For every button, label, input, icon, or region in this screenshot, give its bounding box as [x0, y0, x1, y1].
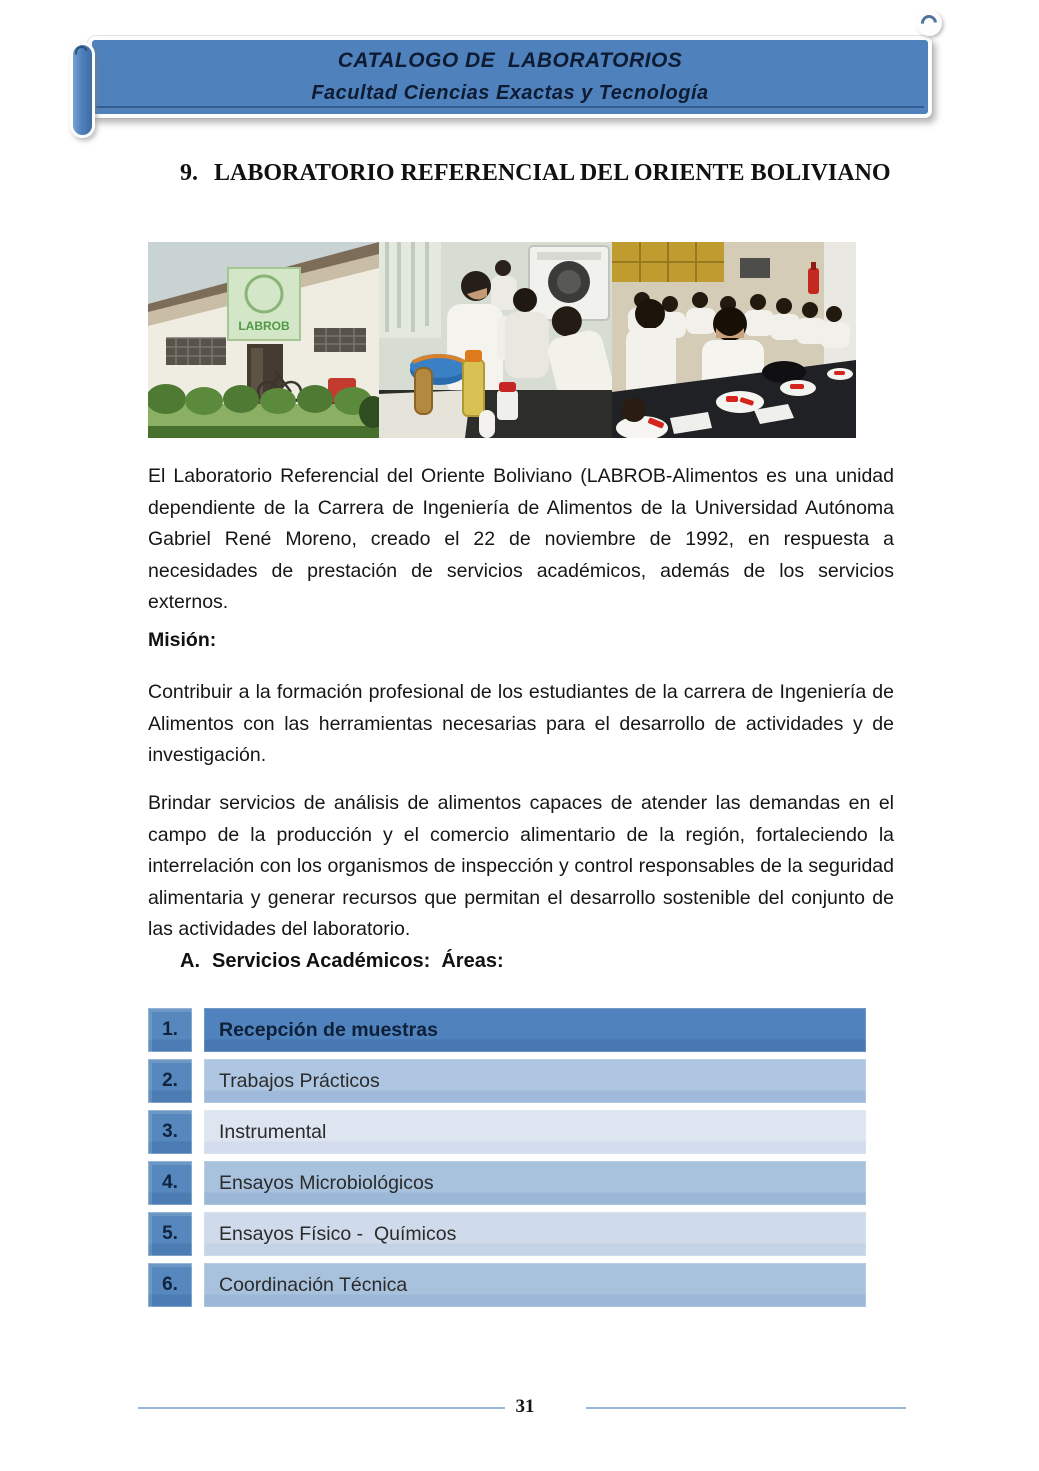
section-title: Servicios Académicos: Áreas: [212, 950, 504, 972]
table-row [148, 1263, 866, 1307]
row-label: Coordinación Técnica [204, 1263, 866, 1307]
banner-scroll-curl [916, 10, 942, 36]
photo-classroom [612, 242, 856, 438]
row-label: Recepción de muestras [204, 1008, 866, 1052]
photo-lab-practice [379, 242, 612, 438]
faculty-subtitle: Facultad Ciencias Exactas y Tecnología [311, 82, 709, 104]
page-title [180, 160, 891, 187]
paragraph-intro: El Laboratorio Referencial del Oriente Boliviano (LABROB-Alimentos es una unidad dependiente de la Carrera de Ingeniería de Alimentos de la Universidad Autónoma Gabriel René Moreno, creado el 22 de noviembre de 1992, en respuesta a necesidades de prestación de servicios académicos, además de los servicios externos. [148, 465, 894, 613]
table-row [148, 1212, 866, 1256]
labrob-sign-text: LABROB [238, 319, 290, 333]
footer-rule-left [138, 1407, 505, 1409]
mission-paragraph-1: Contribuir a la formación profesional de los estudiantes de la carrera de Ingeniería de Alimentos con las herramientas necesarias para el desarrollo de actividades y de investigación. [148, 681, 894, 766]
banner-plate [88, 36, 932, 118]
page-number: 31 [515, 1396, 535, 1417]
table-row [148, 1059, 866, 1103]
catalog-title: CATALOGO DE LABORATORIOS [337, 49, 683, 72]
section-heading-services [180, 950, 504, 973]
row-number-cell: 2. [148, 1059, 192, 1103]
row-number-cell: 6. [148, 1263, 192, 1307]
row-number-cell: 4. [148, 1161, 192, 1205]
banner-fold-line [96, 106, 924, 108]
row-label: Ensayos Físico - Químicos [204, 1212, 866, 1256]
services-areas-table [148, 1008, 866, 1307]
banner-scroll-roll [70, 42, 95, 138]
photo-strip [148, 242, 856, 438]
row-number-cell: 5. [148, 1212, 192, 1256]
table-row [148, 1110, 866, 1154]
page-title-text: LABORATORIO REFERENCIAL DEL ORIENTE BOLIVIANO [214, 160, 891, 186]
page-title-number: 9. [180, 160, 198, 186]
mission-paragraph-2: Brindar servicios de análisis de alimentos capaces de atender las demandas en el campo de la producción y el comercio alimentario de la región, fortaleciendo la interrelación con los organismos de inspección y control responsables de la seguridad alimentaria y generar recursos que permitan el desarrollo sostenible del conjunto de las actividades del laboratorio. [148, 792, 894, 940]
section-label: A. [180, 950, 200, 972]
table-row [148, 1008, 866, 1052]
footer-rule-right [586, 1407, 906, 1409]
table-row [148, 1161, 866, 1205]
header-banner [70, 0, 950, 150]
photo-labrob-building [148, 242, 379, 438]
row-number-cell: 3. [148, 1110, 192, 1154]
row-label: Trabajos Prácticos [204, 1059, 866, 1103]
mission-heading: Misión: [148, 629, 217, 651]
row-number-cell: 1. [148, 1008, 192, 1052]
row-label: Ensayos Microbiológicos [204, 1161, 866, 1205]
row-label: Instrumental [204, 1110, 866, 1154]
